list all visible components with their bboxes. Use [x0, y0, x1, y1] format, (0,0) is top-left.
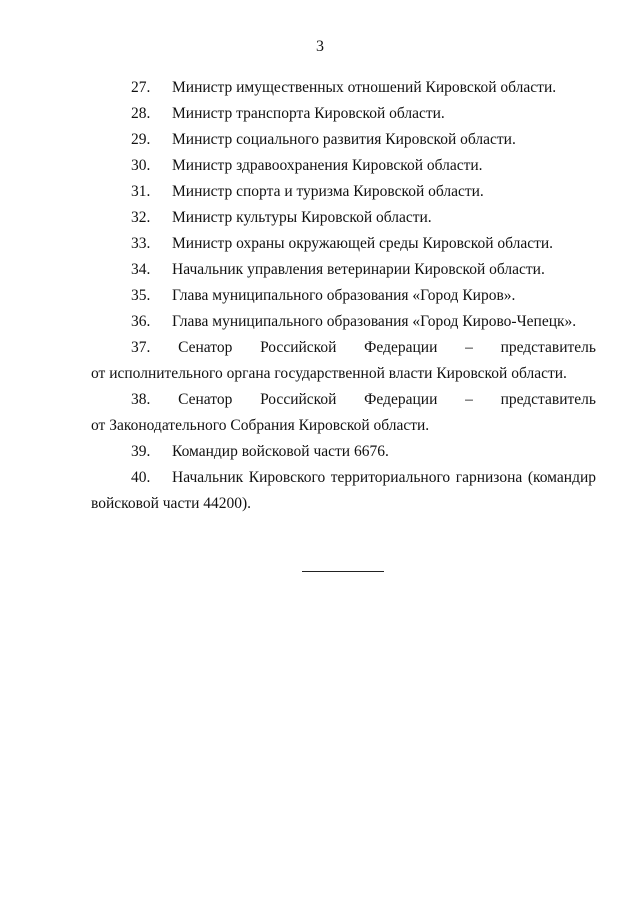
list-item	[91, 387, 596, 439]
item-text-continuation: от Законодательного Собрания Кировской области.	[91, 417, 430, 434]
item-text: Министр имущественных отношений Кировской области.	[172, 79, 557, 96]
item-number: 37.	[131, 339, 151, 356]
item-word: –	[465, 339, 473, 356]
item-text: Министр охраны окружающей среды Кировской области.	[172, 235, 554, 252]
list-item	[91, 231, 596, 257]
item-text: Министр транспорта Кировской области.	[172, 105, 445, 122]
list-item	[91, 179, 596, 205]
item-number: 35.	[131, 287, 151, 304]
list-item	[91, 465, 596, 517]
item-word: Федерации	[364, 391, 438, 408]
item-text: Министр здравоохранения Кировской области.	[172, 157, 483, 174]
item-number: 27.	[131, 79, 151, 96]
item-word: Российской	[260, 391, 337, 408]
page-number: 3	[316, 38, 324, 55]
list-item	[91, 101, 596, 127]
list-item	[91, 75, 596, 101]
item-word: –	[465, 391, 473, 408]
item-number: 36.	[131, 313, 151, 330]
item-number: 38.	[131, 391, 151, 408]
list-item	[91, 257, 596, 283]
list-item	[91, 309, 596, 335]
item-number: 29.	[131, 131, 151, 148]
item-text: Глава муниципального образования «Город Кирово-Чепецк».	[172, 313, 577, 330]
item-number: 34.	[131, 261, 151, 278]
item-number: 33.	[131, 235, 151, 252]
item-number: 31.	[131, 183, 151, 200]
item-number: 32.	[131, 209, 151, 226]
list-item	[91, 205, 596, 231]
item-word: Российской	[260, 339, 337, 356]
item-text: Глава муниципального образования «Город Киров».	[172, 287, 516, 304]
item-text: Министр спорта и туризма Кировской области.	[172, 183, 484, 200]
item-text: Начальник Кировского территориального гарнизона (командир войсковой части 44200).	[91, 469, 596, 512]
item-number: 39.	[131, 443, 151, 460]
item-word: представитель	[500, 391, 596, 408]
item-text: Министр культуры Кировской области.	[172, 209, 432, 226]
item-text-continuation: от исполнительного органа государственной власти Кировской области.	[91, 365, 567, 382]
item-word: Сенатор	[178, 339, 233, 356]
item-number: 30.	[131, 157, 151, 174]
item-word: Сенатор	[178, 391, 233, 408]
closing-rule	[302, 571, 384, 572]
list-item	[91, 335, 596, 387]
numbered-list	[91, 75, 596, 517]
list-item	[91, 127, 596, 153]
list-item	[91, 283, 596, 309]
list-item	[91, 439, 596, 465]
item-text: Начальник управления ветеринарии Кировской области.	[172, 261, 545, 278]
item-number: 28.	[131, 105, 151, 122]
item-number: 40.	[131, 469, 151, 486]
item-text: Командир войсковой части 6676.	[172, 443, 389, 460]
item-text: Министр социального развития Кировской области.	[172, 131, 516, 148]
item-word: Федерации	[364, 339, 438, 356]
list-item	[91, 153, 596, 179]
item-word: представитель	[500, 339, 596, 356]
